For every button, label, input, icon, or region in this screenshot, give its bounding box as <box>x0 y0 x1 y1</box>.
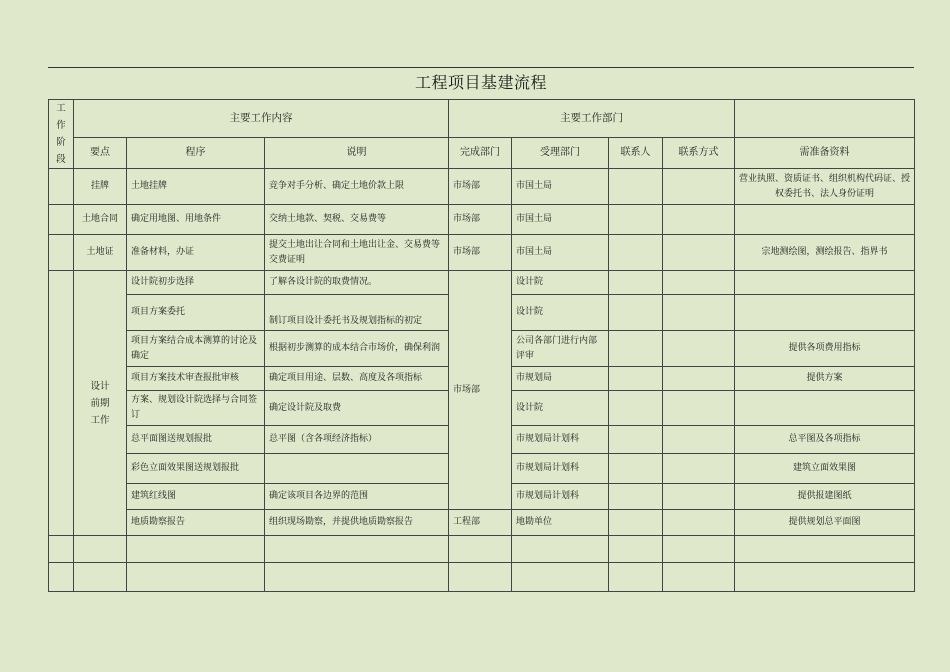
col-header-shouli: 受理部门 <box>512 137 609 168</box>
stage-cell <box>49 169 74 205</box>
cell-lianxiren <box>609 454 663 484</box>
cell-lianxiren <box>609 367 663 391</box>
table-row <box>49 235 915 271</box>
cell-ziliao <box>735 271 915 295</box>
empty-cell <box>735 100 915 138</box>
cell-ziliao <box>735 391 915 426</box>
cell-lianxi <box>663 295 735 331</box>
cell-shouli: 地勘单位 <box>512 510 609 536</box>
design-stage-label <box>74 271 127 536</box>
cell-lianxi <box>663 484 735 510</box>
cell-lianxiren <box>609 235 663 271</box>
design-dept-cell: 市场部 <box>449 271 512 510</box>
table-row <box>49 536 915 563</box>
cell-shuoming: 竞争对手分析、确定土地价款上限 <box>265 169 449 205</box>
cell-shouli: 设计院 <box>512 391 609 426</box>
cell-shouli: 市国土局 <box>512 205 609 235</box>
cell-yaodian: 挂牌 <box>74 169 127 205</box>
cell-chengxu: 项目方案结合成本测算的讨论及确定 <box>127 331 265 367</box>
table-row <box>49 271 915 295</box>
cell-chengxu: 地质勘察报告 <box>127 510 265 536</box>
cell-shuoming: 组织现场勘察，并提供地质勘察报告 <box>265 510 449 536</box>
empty-cell <box>735 563 915 592</box>
cell-chengxu: 设计院初步选择 <box>127 271 265 295</box>
cell-ziliao <box>735 205 915 235</box>
stage-cell <box>49 205 74 235</box>
empty-cell <box>449 563 512 592</box>
empty-cell <box>74 563 127 592</box>
empty-cell <box>265 563 449 592</box>
cell-shuoming: 交纳土地款、契税、交易费等 <box>265 205 449 235</box>
cell-shouli: 市规划局 <box>512 367 609 391</box>
cell-shouli: 设计院 <box>512 271 609 295</box>
cell-shouli: 市国土局 <box>512 235 609 271</box>
cell-lianxiren <box>609 510 663 536</box>
empty-cell <box>512 536 609 563</box>
col-header-shuoming: 说明 <box>265 137 449 168</box>
cell-lianxiren <box>609 205 663 235</box>
cell-lianxi <box>663 391 735 426</box>
cell-lianxiren <box>609 391 663 426</box>
cell-ziliao: 营业执照、资质证书、组织机构代码证、授权委托书、法人身份证明 <box>735 169 915 205</box>
cell-wancheng: 市场部 <box>449 235 512 271</box>
cell-shuoming: 了解各设计院的取费情况。 <box>265 271 449 295</box>
cell-ziliao <box>735 295 915 331</box>
col-header-lianxiren: 联系人 <box>609 137 663 168</box>
empty-cell <box>609 536 663 563</box>
cell-lianxi <box>663 331 735 367</box>
col-header-lianxi: 联系方式 <box>663 137 735 168</box>
col-header-chengxu: 程序 <box>127 137 265 168</box>
cell-lianxiren <box>609 169 663 205</box>
header-rule <box>48 67 914 68</box>
cell-wancheng: 工程部 <box>449 510 512 536</box>
cell-chengxu: 总平面图送规划报批 <box>127 426 265 454</box>
empty-cell <box>74 536 127 563</box>
stage-header: 工 作 阶 段 <box>49 100 74 169</box>
cell-chengxu: 方案、规划设计院选择与合同签订 <box>127 391 265 426</box>
cell-chengxu: 准备材料，办证 <box>127 235 265 271</box>
cell-shuoming <box>265 454 449 484</box>
empty-cell <box>265 536 449 563</box>
empty-cell <box>609 563 663 592</box>
group-header-dept: 主要工作部门 <box>449 100 735 138</box>
empty-cell <box>512 563 609 592</box>
cell-chengxu: 项目方案技术审查报批审核 <box>127 367 265 391</box>
cell-yaodian: 土地证 <box>74 235 127 271</box>
cell-lianxi <box>663 510 735 536</box>
stage-cell <box>49 536 74 563</box>
cell-shuoming: 确定项目用途、层数、高度及各项指标 <box>265 367 449 391</box>
document-title: 工程项目基建流程 <box>414 73 547 92</box>
cell-shuoming: 根据初步测算的成本结合市场价，确保利润 <box>265 331 449 367</box>
cell-yaodian: 土地合同 <box>74 205 127 235</box>
cell-shuoming: 制订项目设计委托书及规划指标的初定 <box>265 295 449 331</box>
table-row <box>49 563 915 592</box>
empty-cell <box>663 563 735 592</box>
cell-lianxiren <box>609 484 663 510</box>
cell-lianxi <box>663 271 735 295</box>
cell-shouli: 市规划局计划科 <box>512 454 609 484</box>
cell-shuoming: 确定该项目各边界的范围 <box>265 484 449 510</box>
cell-shouli: 公司各部门进行内部评审 <box>512 331 609 367</box>
empty-cell <box>663 536 735 563</box>
cell-shouli: 设计院 <box>512 295 609 331</box>
cell-lianxiren <box>609 271 663 295</box>
cell-lianxi <box>663 235 735 271</box>
table-row <box>49 205 915 235</box>
stage-cell <box>49 563 74 592</box>
cell-lianxiren <box>609 331 663 367</box>
cell-wancheng: 市场部 <box>449 169 512 205</box>
cell-lianxiren <box>609 426 663 454</box>
cell-chengxu: 土地挂牌 <box>127 169 265 205</box>
empty-cell <box>127 536 265 563</box>
design-stage-text: 设计 前期 工作 <box>90 380 110 426</box>
stage-cell <box>49 235 74 271</box>
cell-chengxu: 建筑红线图 <box>127 484 265 510</box>
cell-shuoming: 提交土地出让合同和土地出让金、交易费等交费证明 <box>265 235 449 271</box>
cell-shuoming: 确定设计院及取费 <box>265 391 449 426</box>
cell-lianxi <box>663 426 735 454</box>
process-table <box>48 99 915 592</box>
stage-cell <box>49 271 74 536</box>
cell-lianxi <box>663 367 735 391</box>
cell-lianxiren <box>609 295 663 331</box>
empty-cell <box>735 536 915 563</box>
cell-lianxi <box>663 205 735 235</box>
col-header-ziliao: 需准备资料 <box>735 137 915 168</box>
col-header-wancheng: 完成部门 <box>449 137 512 168</box>
cell-shouli: 市规划局计划科 <box>512 426 609 454</box>
cell-ziliao: 提供报建图纸 <box>735 484 915 510</box>
group-header-content: 主要工作内容 <box>74 100 449 138</box>
cell-ziliao: 提供方案 <box>735 367 915 391</box>
table-row <box>49 169 915 205</box>
cell-wancheng: 市场部 <box>449 205 512 235</box>
cell-ziliao: 提供各项费用指标 <box>735 331 915 367</box>
cell-ziliao: 建筑立面效果图 <box>735 454 915 484</box>
cell-shuoming: 总平图（含各项经济指标） <box>265 426 449 454</box>
empty-cell <box>449 536 512 563</box>
empty-cell <box>127 563 265 592</box>
cell-lianxi <box>663 169 735 205</box>
col-header-yaodian: 要点 <box>74 137 127 168</box>
cell-ziliao: 提供规划总平面图 <box>735 510 915 536</box>
cell-chengxu: 确定用地图、用地条件 <box>127 205 265 235</box>
cell-chengxu: 项目方案委托 <box>127 295 265 331</box>
cell-chengxu: 彩色立面效果图送规划报批 <box>127 454 265 484</box>
cell-shouli: 市规划局计划科 <box>512 484 609 510</box>
cell-lianxi <box>663 454 735 484</box>
cell-ziliao: 宗地测绘图，测绘报告、指界书 <box>735 235 915 271</box>
cell-ziliao: 总平图及各项指标 <box>735 426 915 454</box>
table-row <box>49 510 915 536</box>
cell-shouli: 市国土局 <box>512 169 609 205</box>
